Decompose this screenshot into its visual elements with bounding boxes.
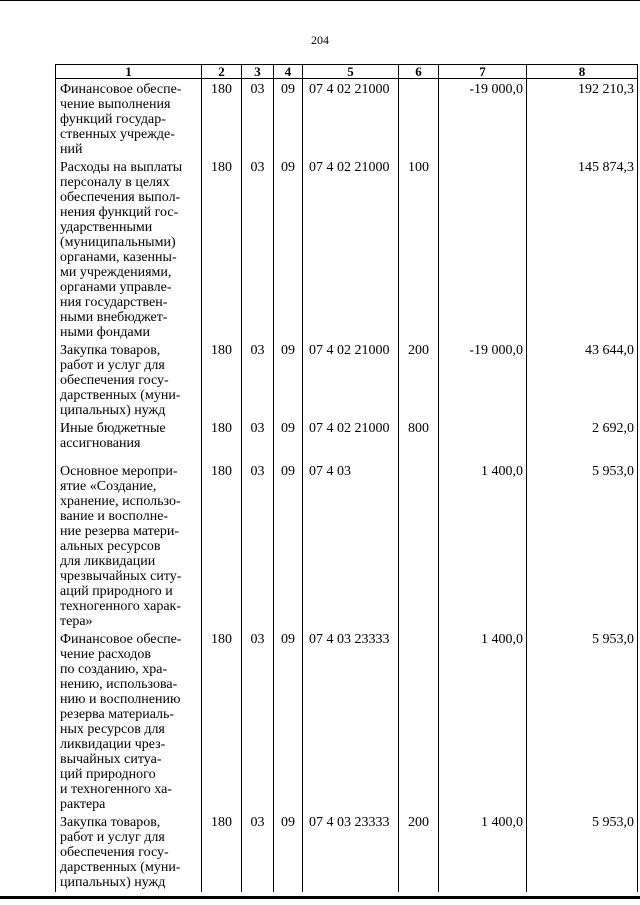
cell-name: Закупка товаров, работ и услуг для обеспечения госу- дарственных (муни- ципальных) нужд <box>56 812 202 892</box>
cell-name: Финансовое обеспе- чение выполнения функций государ- ственных учрежде- ний <box>56 79 202 158</box>
table-row <box>56 340 638 418</box>
cell-razdel: 03 <box>242 629 274 812</box>
table-row <box>56 812 638 892</box>
cell-glava: 180 <box>202 461 242 629</box>
cell-sum: 43 644,0 <box>527 340 638 418</box>
column-header-7: 7 <box>439 65 527 79</box>
table-row <box>56 461 638 629</box>
cell-csr: 07 4 03 23333 <box>303 812 399 892</box>
cell-podrazdel: 09 <box>274 629 303 812</box>
bottom-scan-edge <box>0 896 640 899</box>
cell-change: -19 000,0 <box>439 79 527 158</box>
cell-csr: 07 4 02 21000 <box>303 79 399 158</box>
cell-sum: 2 692,0 <box>527 418 638 461</box>
column-header-1: 1 <box>56 65 202 79</box>
column-header-5: 5 <box>303 65 399 79</box>
cell-sum: 145 874,3 <box>527 157 638 340</box>
cell-vr: 800 <box>399 418 439 461</box>
column-header-4: 4 <box>274 65 303 79</box>
cell-podrazdel: 09 <box>274 812 303 892</box>
cell-change: -19 000,0 <box>439 340 527 418</box>
cell-csr: 07 4 03 <box>303 461 399 629</box>
cell-podrazdel: 09 <box>274 418 303 461</box>
cell-razdel: 03 <box>242 812 274 892</box>
cell-glava: 180 <box>202 418 242 461</box>
cell-razdel: 03 <box>242 157 274 340</box>
cell-glava: 180 <box>202 340 242 418</box>
column-header-8: 8 <box>527 65 638 79</box>
cell-name: Закупка товаров, работ и услуг для обеспечения госу- дарственных (муни- ципальных) нужд <box>56 340 202 418</box>
cell-csr: 07 4 03 23333 <box>303 629 399 812</box>
cell-glava: 180 <box>202 812 242 892</box>
cell-vr: 100 <box>399 157 439 340</box>
cell-vr <box>399 79 439 158</box>
cell-change <box>439 418 527 461</box>
cell-name: Финансовое обеспе- чение расходов по созданию, хра- нению, использова- нию и восполнению резерва материаль- ных ресурсов для ликвидации чрез- вычайных ситуа- ций природного и техногенного ха- рактера <box>56 629 202 812</box>
cell-change: 1 400,0 <box>439 629 527 812</box>
cell-glava: 180 <box>202 79 242 158</box>
cell-vr <box>399 461 439 629</box>
cell-vr: 200 <box>399 812 439 892</box>
top-scan-edge <box>0 0 640 1</box>
cell-change: 1 400,0 <box>439 812 527 892</box>
cell-sum: 5 953,0 <box>527 812 638 892</box>
column-header-2: 2 <box>202 65 242 79</box>
table-row <box>56 418 638 461</box>
cell-sum: 5 953,0 <box>527 461 638 629</box>
column-header-3: 3 <box>242 65 274 79</box>
table-body <box>56 79 638 893</box>
cell-change <box>439 157 527 340</box>
column-header-6: 6 <box>399 65 439 79</box>
cell-csr: 07 4 02 21000 <box>303 157 399 340</box>
budget-table <box>55 64 638 892</box>
table-header-row <box>56 65 638 79</box>
cell-podrazdel: 09 <box>274 340 303 418</box>
cell-razdel: 03 <box>242 340 274 418</box>
cell-sum: 192 210,3 <box>527 79 638 158</box>
cell-glava: 180 <box>202 629 242 812</box>
cell-name: Иные бюджетные ассигнования <box>56 418 202 461</box>
cell-podrazdel: 09 <box>274 157 303 340</box>
cell-sum: 5 953,0 <box>527 629 638 812</box>
table-row <box>56 79 638 158</box>
cell-razdel: 03 <box>242 79 274 158</box>
table-row <box>56 629 638 812</box>
cell-csr: 07 4 02 21000 <box>303 418 399 461</box>
cell-name: Основное меропри- ятие «Создание, хранение, использо- вание и восполне- ние резерва матери- альных ресурсов для ликвидации чрезвычайных ситу- аций природного и техногенного харак- тера» <box>56 461 202 629</box>
cell-csr: 07 4 02 21000 <box>303 340 399 418</box>
page-number: 204 <box>311 33 329 47</box>
cell-vr <box>399 629 439 812</box>
cell-razdel: 03 <box>242 461 274 629</box>
cell-vr: 200 <box>399 340 439 418</box>
table-row <box>56 157 638 340</box>
cell-change: 1 400,0 <box>439 461 527 629</box>
cell-podrazdel: 09 <box>274 79 303 158</box>
cell-razdel: 03 <box>242 418 274 461</box>
cell-name: Расходы на выплаты персоналу в целях обеспечения выпол- нения функций гос- ударственными (муниципальными) органами, казенны- ми учреждениями, органами управле- ния государствен- ными внебюджет- ными фондами <box>56 157 202 340</box>
cell-glava: 180 <box>202 157 242 340</box>
cell-podrazdel: 09 <box>274 461 303 629</box>
